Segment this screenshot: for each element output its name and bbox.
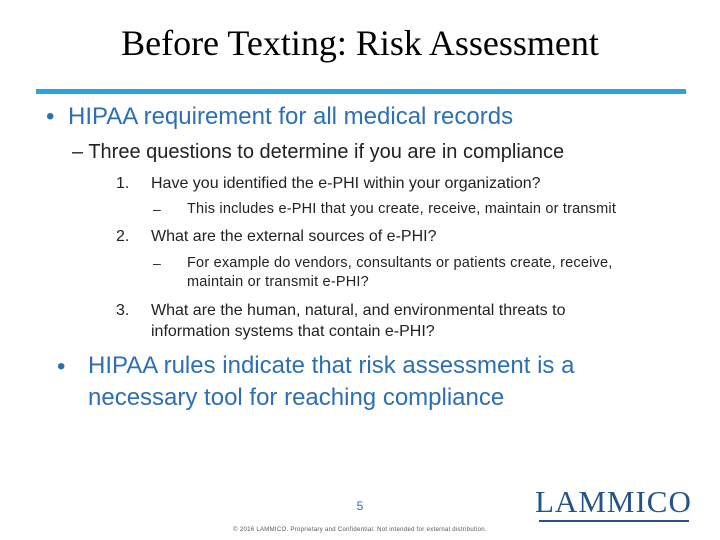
item-number-3: 3.	[116, 302, 130, 319]
bullet-hipaa-requirement: • HIPAA requirement for all medical records	[46, 103, 514, 130]
sub-bullet-three-questions: – Three questions to determine if you are in compliance	[72, 141, 565, 163]
question-1: Have you identified the e-PHI within your organization?	[151, 175, 541, 192]
note-dash-2: –	[153, 255, 161, 271]
title-divider	[36, 89, 686, 94]
slide-title: Before Texting: Risk Assessment	[121, 23, 599, 63]
question-2-note-line2: maintain or transmit e-PHI?	[187, 274, 369, 290]
bullet-dot-icon: •	[46, 103, 55, 130]
logo-underline-icon	[539, 519, 689, 525]
question-3-line2: information systems that contain e-PHI?	[151, 323, 435, 340]
question-2: What are the external sources of e-PHI?	[151, 228, 437, 245]
question-3-line1: What are the human, natural, and environmental threats to	[151, 302, 566, 319]
bullet-risk-assessment-line1: HIPAA rules indicate that risk assessment is a	[88, 352, 575, 379]
question-2-note-line1: For example do vendors, consultants or patients create, receive,	[187, 255, 613, 271]
copyright-notice: © 2016 LAMMICO. Proprietary and Confidential. Not intended for external distribution.	[233, 527, 487, 533]
page-number: 5	[356, 499, 364, 513]
bullet-risk-assessment-line2: necessary tool for reaching compliance	[88, 384, 505, 411]
note-dash-1: –	[153, 201, 161, 217]
item-number-1: 1.	[116, 175, 130, 192]
bullet-dot-icon: •	[57, 353, 66, 380]
item-number-2: 2.	[116, 228, 130, 245]
lammico-logo: LAMMICO	[535, 484, 692, 519]
question-1-note: This includes e-PHI that you create, receive, maintain or transmit	[187, 201, 617, 217]
